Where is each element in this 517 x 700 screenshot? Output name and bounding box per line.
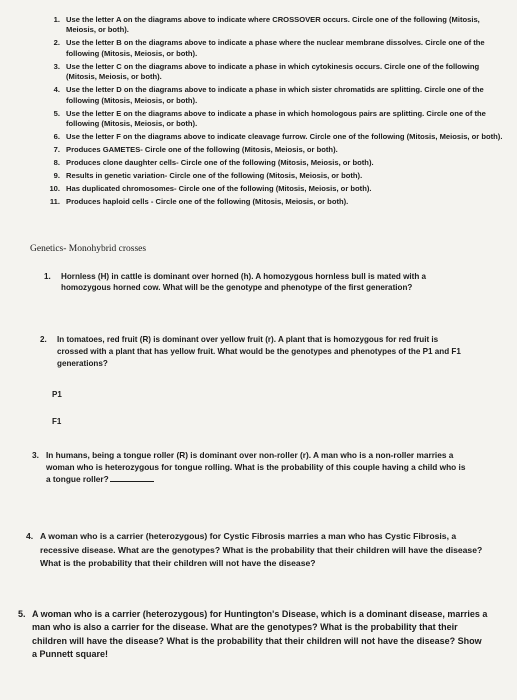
list-item: 4. Use the letter D on the diagrams above to indicate a phase in which sister chromatids are splitting. Circle one of the following (Mitosis, Meiosis, or both). (53, 85, 484, 105)
p1-label: P1 (52, 390, 62, 399)
list-item: 6. Use the letter F on the diagrams above to indicate cleavage furrow. Circle one of the following (Mitosis, Meiosis, or both). (53, 132, 503, 142)
list-item: 2. Use the letter B on the diagrams above to indicate a phase where the nuclear membrane dissolves. Circle one of the following (Mitosis, Meiosis, or both). (53, 38, 485, 58)
list-item: 10. Has duplicated chromosomes- Circle one of the following (Mitosis, Meiosis, or both). (49, 184, 372, 194)
question-3: 3. In humans, being a tongue roller (R) is dominant over non-roller (r). A man who is a non-roller marries a woman who is heterozygous for tongue rolling. What is the probability of this couple having a child who is a tongue roller? (32, 450, 466, 484)
section-heading: Genetics- Monohybrid crosses (30, 244, 147, 254)
list-item: 9. Results in genetic variation- Circle one of the following (Mitosis, Meiosis, or both). (53, 171, 363, 181)
answer-blank (110, 473, 154, 482)
question-5: 5. A woman who is a carrier (heterozygous) for Huntington's Disease, which is a dominant disease, marries a man who is also a carrier for the disease. What are the genotypes? What is the probability that their children will have the disease? What is the probability that their children will not have the disease? Show a Punnett square! (18, 609, 488, 660)
list-item: 5. Use the letter E on the diagrams above to indicate a phase in which homologous pairs are splitting. Circle one of the following (Mitosis, Meiosis, or both). (53, 108, 486, 129)
cell-division-questions (44, 15, 504, 210)
list-item: 11. Produces haploid cells - Circle one of the following (Mitosis, Meiosis, or both). (49, 197, 349, 207)
list-item: 1. Use the letter A on the diagrams above to indicate where CROSSOVER occurs. Circle one of the following (Mitosis, Meiosis, or both). (53, 15, 480, 35)
list-item: 8. Produces clone daughter cells- Circle one of the following (Mitosis, Meiosis, or both). (53, 158, 374, 168)
list-item: 3. Use the letter C on the diagrams above to indicate a phase in which cytokinesis occurs. Circle one of the following (Mitosis, Meiosis, or both). (53, 61, 480, 82)
question-2: 2. In tomatoes, red fruit (R) is dominant over yellow fruit (r). A plant that is homozygous for red fruit is crossed with a plant that has yellow fruit. What would be the genotypes and phenotypes of the P1 and F1 generations? (40, 335, 461, 368)
question-4: 4. A woman who is a carrier (heterozygous) for Cystic Fibrosis marries a man who has Cystic Fibrosis, a recessive disease. What are the genotypes? What is the probability that their children will have the disease? What is the probability that their children will not have the disease? (26, 531, 483, 568)
question-1: 1. Hornless (H) in cattle is dominant over horned (h). A homozygous hornless bull is mated with a homozygous horned cow. What will be the genotype and phenotype of the first generation? (44, 272, 427, 292)
f1-label: F1 (52, 417, 62, 426)
list-item: 7. Produces GAMETES- Circle one of the following (Mitosis, Meiosis, or both). (53, 145, 338, 155)
question-3-text: In humans, being a tongue roller (R) is dominant over non-roller (r). A man who is a non-roller marries a woman who is heterozygous for tongue rolling. What is the probability of this couple having a child who is a tongue roller? (46, 450, 466, 484)
